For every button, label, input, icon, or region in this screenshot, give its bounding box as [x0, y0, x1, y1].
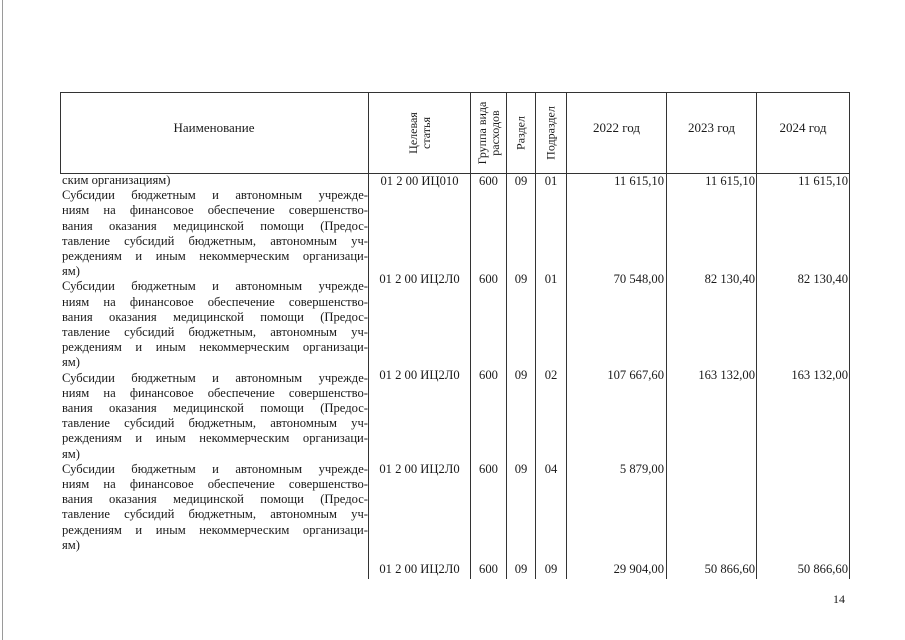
name-line: вания оказания медицинской помощи (Предос- [62, 218, 368, 233]
name-line: ниям на финансовое обеспечение совершенство- [62, 294, 368, 309]
name-line: ниям на финансовое обеспечение совершенство- [62, 385, 368, 400]
name-line: вания оказания медицинской помощи (Предос- [62, 492, 368, 507]
name-line: вания оказания медицинской помощи (Предос- [62, 401, 368, 416]
header-subsection: Подраздел [543, 105, 558, 160]
header-2023: 2023 год [688, 120, 735, 135]
cell-2022: 107 667,60 [607, 368, 664, 382]
name-line: ям) [62, 264, 80, 279]
header-target-article: Целевая статья [405, 111, 433, 154]
cell-2023: 163 132,00 [698, 368, 755, 382]
cell-expense-group: 600 [479, 272, 498, 286]
header-2022: 2022 год [593, 120, 640, 135]
header-name: Наименование [173, 120, 255, 135]
name-line: Субсидии бюджетным и автономным учрежде- [62, 188, 368, 203]
name-line: реждениям и иным некоммерческим организаци- [62, 522, 368, 537]
name-line: ниям на финансовое обеспечение совершенство- [62, 203, 368, 218]
cell-2022: 70 548,00 [613, 272, 664, 286]
name-line: ским организациям) [62, 173, 171, 187]
name-line: тавление субсидий бюджетным, автономным уч- [62, 416, 368, 431]
cell-expense-group: 600 [479, 462, 498, 476]
name-column-text [62, 173, 368, 553]
name-line: реждениям и иным некоммерческим организаци- [62, 249, 368, 264]
cell-2024: 11 615,10 [798, 174, 848, 188]
cell-subsection: 02 [544, 368, 558, 382]
cell-2022: 5 879,00 [619, 462, 664, 476]
cell-expense-group: 600 [479, 368, 498, 382]
cell-target-article: 01 2 00 ИЦ2Л0 [379, 462, 460, 476]
header-section: Раздел [513, 115, 528, 150]
cell-subsection: 01 [544, 272, 558, 286]
name-line: тавление субсидий бюджетным, автономным уч- [62, 507, 368, 522]
name-line: Субсидии бюджетным и автономным учрежде- [62, 461, 368, 476]
cell-section: 09 [514, 368, 528, 382]
cell-target-article: 01 2 00 ИЦ2Л0 [379, 272, 460, 286]
cell-section: 09 [514, 562, 528, 576]
cell-expense-group: 600 [479, 174, 498, 188]
cell-expense-group: 600 [479, 562, 498, 576]
cell-section: 09 [514, 272, 528, 286]
cell-2023: 11 615,10 [705, 174, 755, 188]
name-line: ям) [62, 446, 80, 461]
name-line: Субсидии бюджетным и автономным учрежде- [62, 370, 368, 385]
cell-section: 09 [514, 174, 528, 188]
cell-target-article: 01 2 00 ИЦ2Л0 [379, 562, 460, 576]
name-line: вания оказания медицинской помощи (Предос- [62, 309, 368, 324]
page-edge-line [2, 0, 3, 640]
cell-section: 09 [514, 462, 528, 476]
name-line: реждениям и иным некоммерческим организаци- [62, 340, 368, 355]
page-number: 14 [833, 592, 845, 606]
cell-target-article: 01 2 00 ИЦ2Л0 [379, 368, 460, 382]
cell-2024: 82 130,40 [797, 272, 848, 286]
cell-2022: 11 615,10 [614, 174, 664, 188]
cell-subsection: 09 [544, 562, 558, 576]
name-line: тавление субсидий бюджетным, автономным уч- [62, 233, 368, 248]
cell-2024: 50 866,60 [797, 562, 848, 576]
cell-2023: 82 130,40 [704, 272, 755, 286]
cell-subsection: 04 [544, 462, 558, 476]
name-line: тавление субсидий бюджетным, автономным уч- [62, 325, 368, 340]
cell-target-article: 01 2 00 ИЦ010 [380, 174, 459, 188]
cell-subsection: 01 [544, 174, 558, 188]
cell-2024: 163 132,00 [791, 368, 848, 382]
header-expense-group: Группа вида расходов [474, 101, 502, 164]
name-line: ям) [62, 537, 80, 552]
cell-2022: 29 904,00 [613, 562, 664, 576]
name-line: ям) [62, 355, 80, 370]
cell-2023: 50 866,60 [704, 562, 755, 576]
header-2024: 2024 год [779, 120, 827, 135]
name-line: ниям на финансовое обеспечение совершенство- [62, 477, 368, 492]
name-line: реждениям и иным некоммерческим организаци- [62, 431, 368, 446]
name-line: Субсидии бюджетным и автономным учрежде- [62, 279, 368, 294]
